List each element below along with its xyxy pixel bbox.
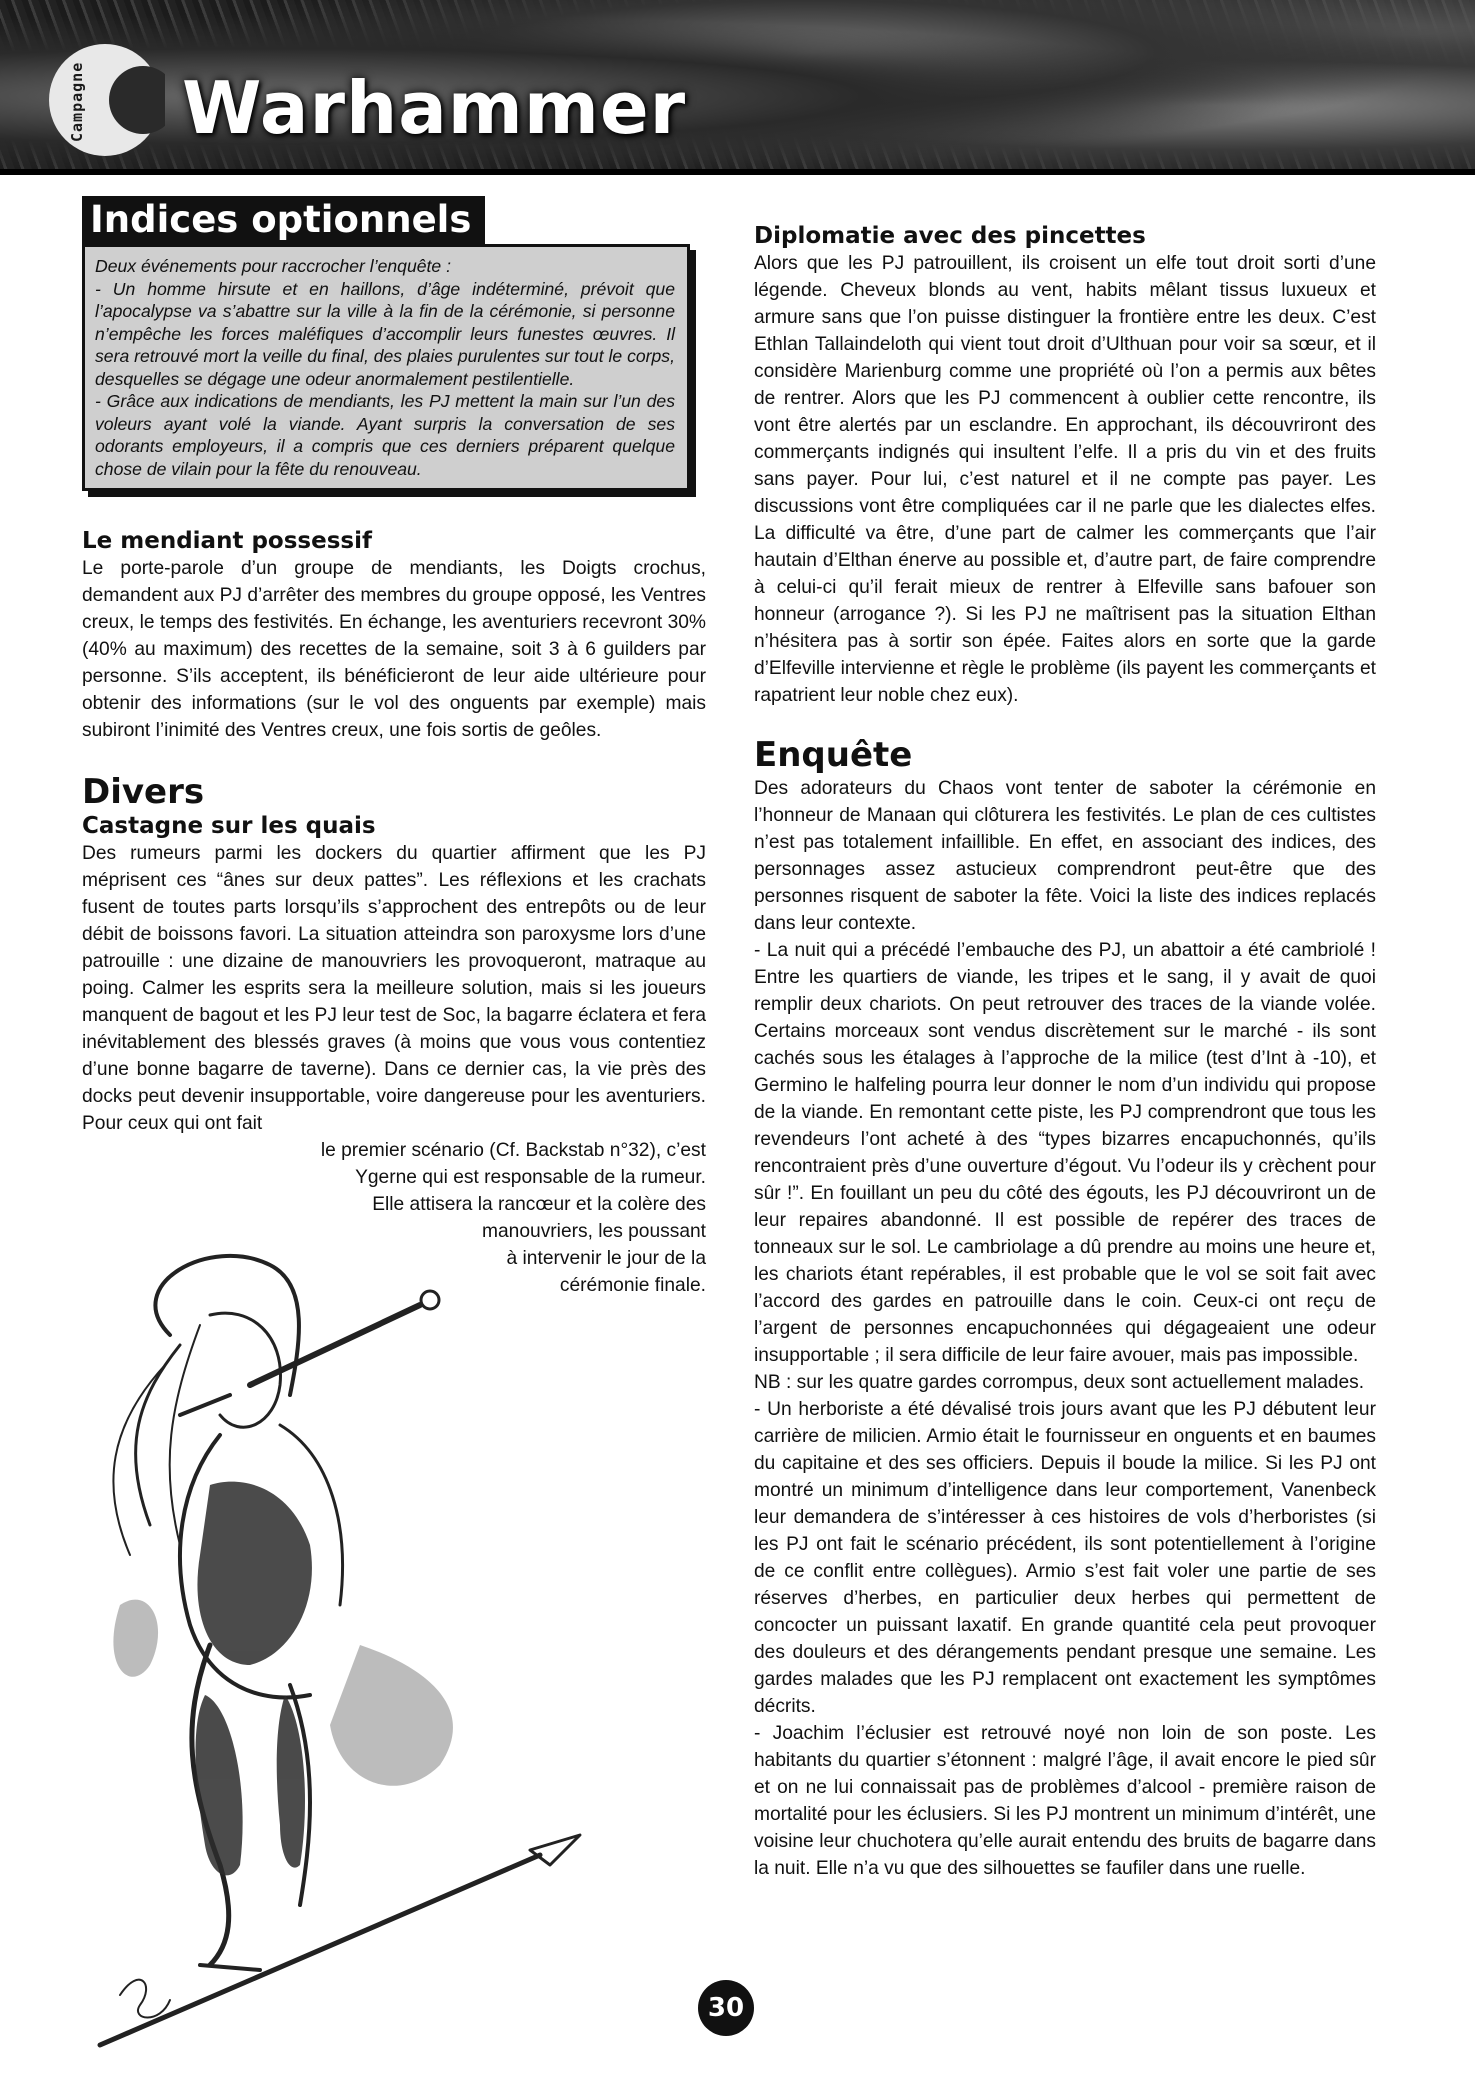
page-number-value: 30 [698,1980,754,2036]
divers-section [82,772,706,1299]
left-column [82,196,706,1299]
castagne-tail-line: à intervenir le jour de la [506,1248,706,1269]
section-label: Campagne [68,61,86,143]
mendiant-heading: Le mendiant possessif [82,528,372,554]
box-paragraph: Deux événements pour raccrocher l’enquête : [95,256,451,276]
box-paragraph: - Grâce aux indications de mendiants, les PJ mettent la main sur l’un des voleurs ayant volé la viande. Ayant surpris la conversation de ses odorants employeurs, il a compris que ces derniers préparent quelque chose de vilain pour la fête du renouveau. [95,391,675,479]
optional-clues-box [82,196,706,491]
enquete-heading: Enquête [754,735,913,775]
page-number [698,1974,768,2044]
enquete-section [754,735,1376,1882]
enquete-paragraph: - Joachim l’éclusier est retrouvé noyé non loin de son poste. Les habitants du quartier s’étonnent : malgré l’âge, il avait encore le pied sûr et on ne lui connaissait pas de problèmes d’alcool - première raison de mortalité pour les éclusiers. Si les PJ montrent un minimum d’intérêt, une voisine leur chuchotera qu’elle aurait entendu des bruits de bagarre dans la nuit. Elle n’a vu que des silhouettes se faufiler dans une ruelle. [754,1723,1376,1879]
diplomatie-text: Alors que les PJ patrouillent, ils croisent un elfe tout droit sorti d’une légende. Cheveux blonds au vent, habits mêlant tissus luxueux et armure sans que l’on puisse distinguer la frontière entre les deux. C’est Ethlan Tallaindeloth qui vient tout droit d’Ulthuan pour voir sa sœur, et il considère Marienburg comme une propriété où l’on a permis aux bêtes de rentrer. Alors que les PJ commencent à oublier cette rencontre, ils vont être alertés par un esclandre. En approchant, ils découvriront des commerçants indignés qui insultent l’elfe. Il a pris du vin et des fruits sans payer. Pour lui, c’est naturel et il ne compte pas payer. Les discussions vont être compliquées car il ne parle que les dialectes elfes. La difficulté va être, d’une part de calmer les commerçants que l’air hautain d’Elthan énerve au possible et, d’autre part, de faire comprendre à celui-ci qu’il ferait mieux de rentrer à Elfeville sans bafouer son honneur (arrogance ?). Si les PJ ne maîtrisent pas la situation Elthan n’hésitera pas à sortir son épée. Faites alors en sorte que la garde d’Elfeville intervienne et règle le problème (ils payent les commerçants et rapatrient leur noble chez eux). [754,253,1376,706]
right-column [754,222,1376,1882]
diplomatie-section [754,222,1376,709]
mendiant-text: Le porte-parole d’un groupe de mendiants, les Doigts crochus, demandent aux PJ d’arrêter des membres du groupe opposé, les Ventres creux, le temps des festivités. En échange, les aventuriers recevront 30% (40% au maximum) des recettes de la semaine, soit 3 à 6 guilders par personne. S’ils acceptent, ils bénéficieront de leur aide ultérieure pour obtenir des informations (sur le vol des onguents par exemple) mais subiront l’inimité des Ventres creux, une fois sortis de geôles. [82,558,706,741]
crescent-icon [742,1988,770,2028]
castagne-tail-line: Elle attisera la rancœur et la colère des [372,1194,706,1215]
warrior-illustration [60,1225,700,2055]
box-body [82,244,690,491]
diplomatie-heading: Diplomatie avec des pincettes [754,223,1146,249]
enquete-paragraph: - Un herboriste a été dévalisé trois jours avant que les PJ débutent leur carrière de milicien. Armio était le fournisseur en onguents et en baumes du capitaine et des ses officiers. Depuis il boude la milice. Si les PJ ont montré un minimum d’intelligence dans leur comportement, Vanenbeck leur demandera de s’intéresser à ces histoires de vols d’herboristes (si les PJ ont fait le scénario précédent, ils sont potentiellement à l’origine de ce conflit entre collègues). Armio s’est fait voler une partie de ses réserves d’herbes, en particulier deux herbes qui permettent de concocter un puissant laxatif. En grande quantité cela peut provoquer des douleurs et des dérangements pendant presque une semaine. Les gardes malades que les PJ remplacent ont exactement les symptômes décrits. [754,1399,1376,1717]
enquete-paragraph: NB : sur les quatre gardes corrompus, deux sont actuellement malades. [754,1372,1365,1393]
castagne-heading: Castagne sur les quais [82,813,376,839]
enquete-paragraph: Des adorateurs du Chaos vont tenter de saboter la cérémonie en l’honneur de Manaan qui clôturera les festivités. Le plan de ces cultistes n’est pas totalement infaillible. En effet, en associant des indices, des personnages assez astucieux comprendront peut-être que des personnes risquent de saboter la fête. Voici la liste des indices replacés dans leur contexte. [754,778,1376,934]
box-paragraph: - Un homme hirsute et en haillons, d’âge indéterminé, prévoit que l’apocalypse va s’abattre sur la ville à la fin de la cérémonie, si personne n’empêche les forces maléfiques d’accomplir leurs funestes œuvres. Il sera retrouvé mort la veille du final, des plaies purulentes sur tout le corps, desquelles se dégage une odeur anormalement pestilentielle. [95,278,675,389]
castagne-tail-line: le premier scénario (Cf. Backstab n°32), c’est [320,1140,706,1161]
castagne-tail-line: Ygerne qui est responsable de la rumeur. [355,1167,706,1188]
castagne-tail-line: cérémonie finale. [559,1275,706,1296]
castagne-tail-line: manouvriers, les poussant [482,1221,706,1242]
box-title: Indices optionnels [82,196,485,246]
divers-heading: Divers [82,772,205,812]
castagne-text: Des rumeurs parmi les dockers du quartier affirment que les PJ méprisent ces “ânes sur deux pattes”. Les réflexions et les crachats fusent de toutes parts lorsqu’ils s’approchent des entrepôts ou de leur débit de boissons favori. La situation atteindra son paroxysme lors d’une patrouille : une dizaine de manouvriers les provoqueront, matraque au poing. Calmer les esprits sera la meilleure solution, mais si les joueurs manquent de bagout et les PJ leur test de Soc, la bagarre éclatera et fera inévitablement des blessés graves (à moins que vous vous contentiez d’une bonne bagarre de taverne). Dans ce dernier cas, la vie près des docks peut devenir insupportable, voire dangereuse pour les aventuriers. Pour ceux qui ont fait [82,843,706,1134]
header-banner [0,0,1475,175]
mendiant-section [82,527,706,744]
enquete-paragraph: - La nuit qui a précédé l’embauche des PJ, un abattoir a été cambriolé ! Entre les quartiers de viande, les tripes et le sang, il y avait de quoi remplir deux chariots. On peut retrouver des traces de la viande volée. Certains morceaux sont vendus discrètement sur le marché - ils sont cachés sous les étalages à l’approche de la milice (test d’Int à -10), et Germino le halfeling pourra leur donner le nom d’un individu qui propose de la viande. En remontant cette piste, les PJ comprendront que tous les revendeurs l’ont acheté à des “types bizarres encapuchonnés, qu’ils rencontraient près d’une ouverture d’égout. Vu l’odeur ils y crèchent pour sûr !”. En fouillant un peu du côté des égouts, les PJ découvriront un de leur repaires abandonné. Il est possible de repérer des traces de tonneaux sur le sol. Le cambriolage a dû prendre au moins une heure et, les chariots étant repérables, il est probable que le vol se soit fait avec l’accord des gardes en patrouille dans le coin. Ceux-ci ont reçu de l’argent de personnes encapuchonnées qui dégageaient une odeur insupportable ; il sera difficile de leur faire avouer, mais pas impossible. [754,940,1376,1366]
page-title: Warhammer [182,66,687,150]
